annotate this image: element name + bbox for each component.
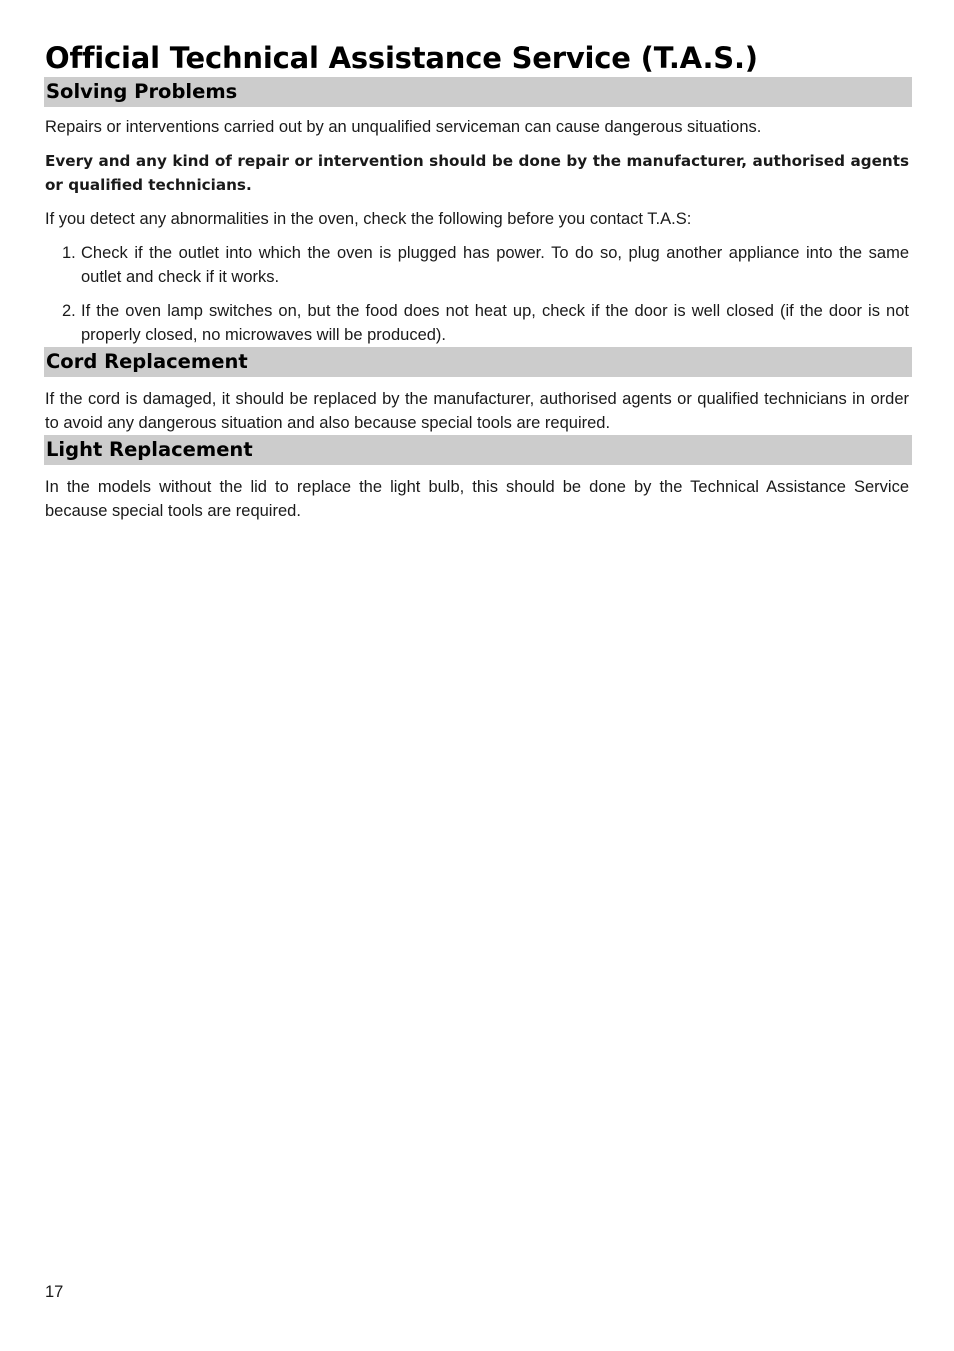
section-heading-cord-replacement: Cord Replacement: [44, 347, 912, 377]
solving-paragraph-checklist-intro: If you detect any abnormalities in the oven, check the following before you contact T.A.S:: [45, 210, 692, 229]
checklist-item-number: 1.: [62, 244, 76, 263]
solving-paragraph-warning: Repairs or interventions carried out by an unqualified serviceman can cause dangerous situations.: [45, 118, 762, 137]
checklist-item: [44, 241, 912, 289]
page-title: Official Technical Assistance Service (T.A.S.): [45, 41, 758, 75]
light-paragraph: In the models without the lid to replace the light bulb, this should be done by the Technical Assistance Service because special tools are required.: [45, 478, 909, 521]
solving-paragraph-bold-notice: Every and any kind of repair or intervention should be done by the manufacturer, authorised agents or qualified technicians.: [45, 152, 909, 195]
checklist-item-text: If the oven lamp switches on, but the food does not heat up, check if the door is well closed (if the door is not properly closed, no microwaves will be produced).: [81, 302, 909, 345]
document-page: [44, 42, 912, 523]
section-heading-solving-problems: Solving Problems: [44, 77, 912, 107]
checklist: [44, 241, 912, 347]
cord-paragraph: If the cord is damaged, it should be replaced by the manufacturer, authorised agents or qualified technicians in order to avoid any dangerous situation and also because special tools are required.: [45, 390, 909, 433]
checklist-item-number: 2.: [62, 302, 76, 321]
section-heading-light-replacement: Light Replacement: [44, 435, 912, 465]
checklist-item-text: Check if the outlet into which the oven is plugged has power. To do so, plug another appliance into the same outlet and check if it works.: [81, 244, 909, 287]
checklist-item: [44, 299, 912, 347]
page-number: 17: [45, 1283, 64, 1301]
